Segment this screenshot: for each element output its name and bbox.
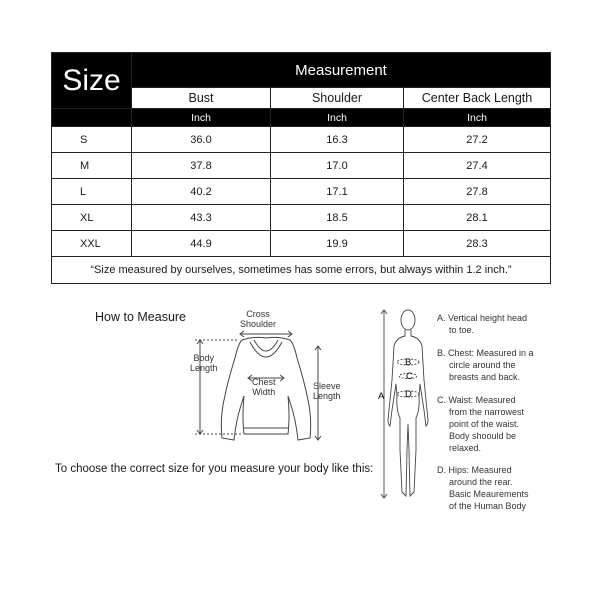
size-cell: M bbox=[52, 153, 132, 179]
shoulder-cell: 18.5 bbox=[271, 205, 404, 231]
bust-cell: 44.9 bbox=[132, 231, 271, 257]
size-header: Size bbox=[52, 53, 132, 109]
bust-cell: 37.8 bbox=[132, 153, 271, 179]
human-body-figure bbox=[370, 300, 440, 510]
measurement-header: Measurement bbox=[132, 53, 551, 88]
shoulder-cell: 17.1 bbox=[271, 179, 404, 205]
bust-cell: 43.3 bbox=[132, 205, 271, 231]
table-row bbox=[52, 153, 551, 179]
note-height: A. Vertical height head to toe. bbox=[437, 313, 528, 335]
label-a: A bbox=[378, 391, 385, 402]
note-hips: D. Hips: Measured around the rear. Basic Meaurements of the Human Body bbox=[437, 465, 529, 511]
column-header-bust: Bust bbox=[132, 88, 271, 109]
size-cell: XL bbox=[52, 205, 132, 231]
size-cell: L bbox=[52, 179, 132, 205]
sweater-diagram bbox=[180, 300, 380, 450]
sleeve-length-label: Sleeve Length bbox=[313, 381, 341, 401]
length-cell: 28.3 bbox=[404, 231, 551, 257]
unit-cell-blank bbox=[52, 109, 132, 127]
column-header-center-back-length: Center Back Length bbox=[404, 88, 551, 109]
column-header-shoulder: Shoulder bbox=[271, 88, 404, 109]
size-cell: XXL bbox=[52, 231, 132, 257]
note-waist: C. Waist: Measured from the narrowest point of the waist. Body shoould be relaxed. bbox=[437, 395, 525, 453]
size-chart-table bbox=[51, 52, 551, 284]
length-cell: 27.2 bbox=[404, 127, 551, 153]
shoulder-cell: 16.3 bbox=[271, 127, 404, 153]
label-d: D bbox=[405, 389, 412, 400]
choose-size-instruction: To choose the correct size for you measure your body like this: bbox=[55, 463, 374, 475]
table-row bbox=[52, 205, 551, 231]
length-cell: 28.1 bbox=[404, 205, 551, 231]
label-b: B bbox=[405, 357, 412, 368]
bust-cell: 40.2 bbox=[132, 179, 271, 205]
table-row bbox=[52, 179, 551, 205]
unit-cell-bust: Inch bbox=[132, 109, 271, 127]
size-note: “Size measured by ourselves, sometimes has some errors, but always within 1.2 inch.” bbox=[52, 257, 551, 284]
unit-cell-shoulder: Inch bbox=[271, 109, 404, 127]
table-row bbox=[52, 127, 551, 153]
label-c: C bbox=[406, 371, 413, 382]
length-cell: 27.4 bbox=[404, 153, 551, 179]
unit-cell-length: Inch bbox=[404, 109, 551, 127]
shoulder-cell: 17.0 bbox=[271, 153, 404, 179]
body-length-label: Body Length bbox=[190, 353, 218, 373]
length-cell: 27.8 bbox=[404, 179, 551, 205]
bust-cell: 36.0 bbox=[132, 127, 271, 153]
shoulder-cell: 19.9 bbox=[271, 231, 404, 257]
size-cell: S bbox=[52, 127, 132, 153]
how-to-measure-title: How to Measure bbox=[95, 310, 187, 324]
cross-shoulder-label: Cross Shoulder bbox=[240, 309, 277, 329]
note-chest: B. Chest: Measured in a circle around the breasts and back. bbox=[437, 348, 534, 382]
table-row bbox=[52, 231, 551, 257]
chest-width-label: Chest Width bbox=[252, 377, 276, 397]
